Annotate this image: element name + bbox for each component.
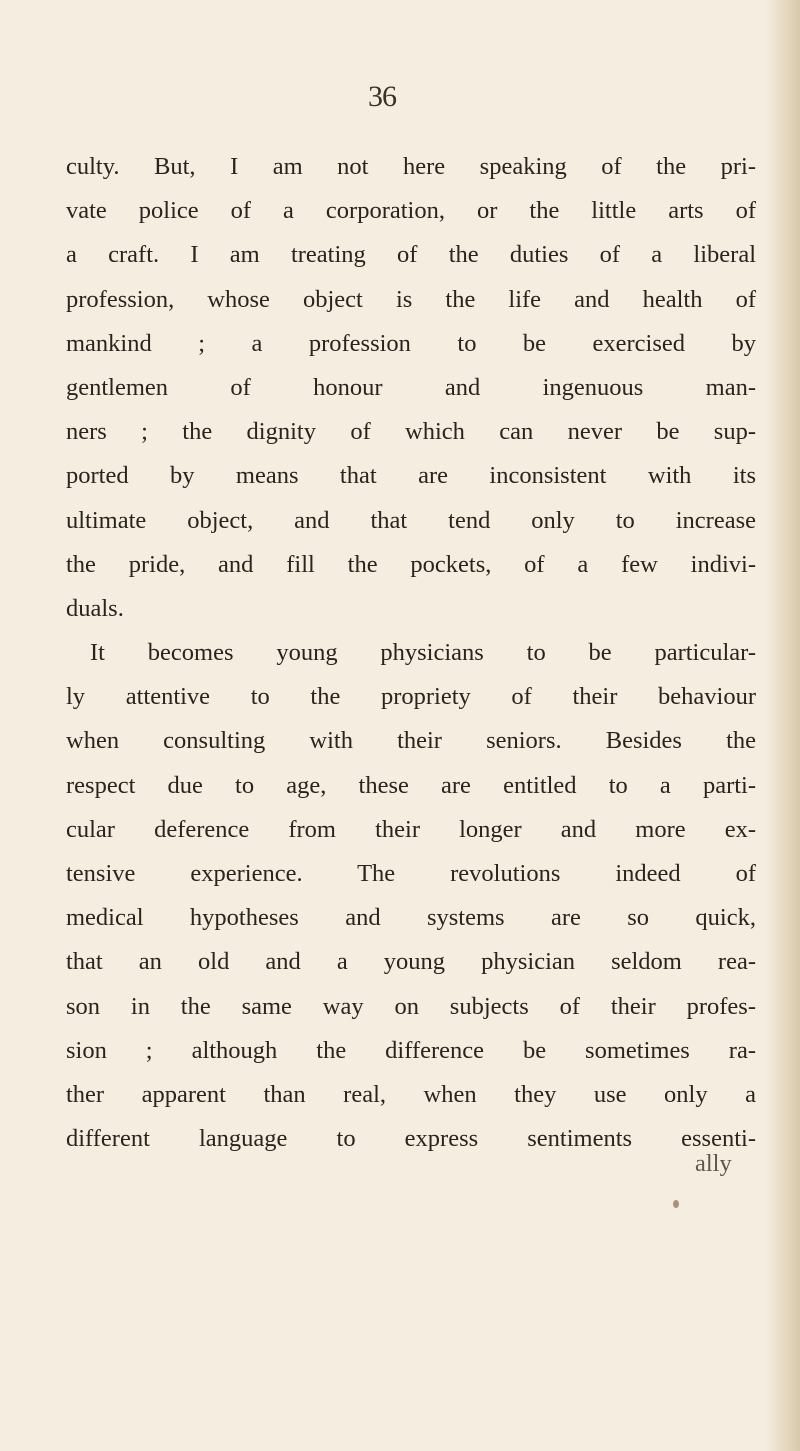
text-line: gentlemen of honour and ingenuous man- bbox=[66, 373, 756, 401]
catchword: ally bbox=[695, 1150, 732, 1177]
text-line: mankind ; a profession to be exercised by bbox=[66, 329, 756, 357]
body-text bbox=[66, 145, 756, 1161]
ink-spot bbox=[673, 1200, 679, 1208]
text-line: different language to express sentiments essenti- bbox=[66, 1125, 756, 1153]
text-line: the pride, and fill the pockets, of a few indivi- bbox=[66, 550, 756, 578]
text-line: duals. bbox=[66, 594, 124, 622]
text-line: respect due to age, these are entitled to a parti- bbox=[66, 771, 756, 799]
text-line: cular deference from their longer and more ex- bbox=[66, 815, 756, 843]
text-line: when consulting with their seniors. Besides the bbox=[66, 727, 756, 755]
text-line: tensive experience. The revolutions indeed of bbox=[66, 860, 756, 887]
text-line: son in the same way on subjects of their profes- bbox=[66, 992, 756, 1020]
text-line: medical hypotheses and systems are so quick, bbox=[66, 904, 756, 932]
text-line: profession, whose object is the life and health of bbox=[66, 285, 756, 313]
text-line: ly attentive to the propriety of their behaviour bbox=[66, 683, 756, 711]
text-line: ther apparent than real, when they use only a bbox=[66, 1080, 756, 1108]
text-line: that an old and a young physician seldom rea- bbox=[66, 948, 756, 976]
page-edge-shadow bbox=[766, 0, 800, 1451]
text-line: ultimate object, and that tend only to increase bbox=[66, 506, 756, 534]
text-line: ners ; the dignity of which can never be sup- bbox=[66, 418, 756, 446]
text-line: ported by means that are inconsistent with its bbox=[66, 462, 756, 490]
text-line: sion ; although the difference be sometimes ra- bbox=[66, 1036, 756, 1064]
text-line: culty. But, I am not here speaking of the pri- bbox=[66, 153, 756, 180]
page-number: 36 bbox=[368, 80, 396, 113]
paragraph-start-line: It becomes young physicians to be particular- bbox=[90, 639, 756, 667]
text-line: a craft. I am treating of the duties of a liberal bbox=[66, 241, 756, 269]
text-line: vate police of a corporation, or the little arts of bbox=[66, 197, 756, 225]
